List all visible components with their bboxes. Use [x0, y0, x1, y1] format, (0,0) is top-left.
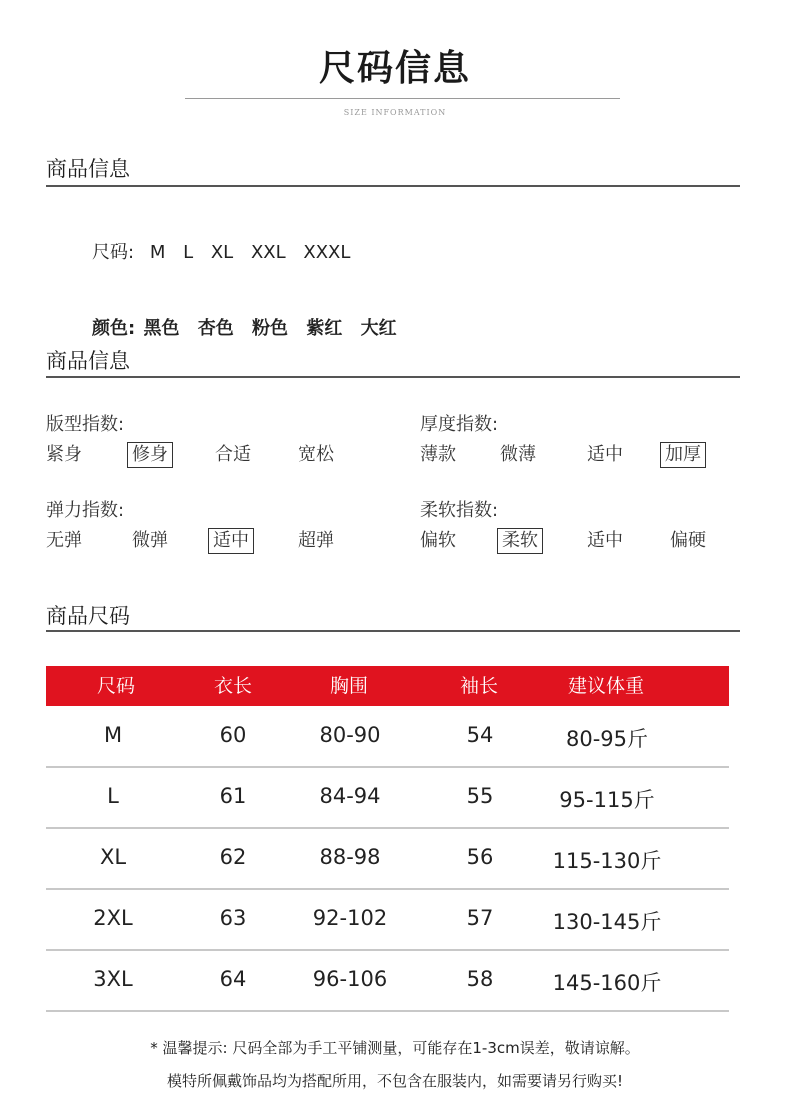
title-divider — [185, 98, 620, 99]
color-option: 大红 — [360, 318, 397, 339]
cell-weight: 130-145斤 — [552, 910, 662, 934]
column-header-chest: 胸围 — [329, 675, 368, 697]
fit-option: 合适 — [215, 444, 251, 465]
softness-index-title: 柔软指数: — [420, 500, 499, 521]
cell-chest: 80-90 — [319, 723, 381, 747]
fit-index-title: 版型指数: — [46, 414, 125, 435]
thickness-option-selected: 加厚 — [660, 442, 706, 468]
index-divider — [46, 376, 740, 378]
cell-sleeve: 56 — [466, 845, 494, 869]
note-line-2: 模特所佩戴饰品均为搭配所用，不包含在服装内，如需要请另行购买! — [166, 1072, 624, 1090]
cell-length: 63 — [219, 906, 247, 930]
thickness-option: 适中 — [587, 444, 623, 465]
size-option: XXXL — [303, 242, 351, 263]
size-option: XL — [210, 242, 234, 263]
cell-sleeve: 55 — [466, 784, 494, 808]
cell-chest: 92-102 — [312, 906, 388, 930]
size-table-heading: 商品尺码 — [46, 604, 130, 628]
cell-length: 61 — [219, 784, 247, 808]
elasticity-option-selected: 适中 — [208, 528, 254, 554]
cell-chest: 84-94 — [319, 784, 381, 808]
cell-size: L — [107, 784, 119, 808]
softness-option: 偏软 — [420, 530, 456, 551]
size-list-line — [92, 238, 362, 264]
note-line-1: * 温馨提示: 尺码全部为手工平铺测量，可能存在1-3cm误差，敬请谅解。 — [150, 1039, 640, 1057]
row-divider — [46, 827, 729, 829]
cell-sleeve: 54 — [466, 723, 494, 747]
row-divider — [46, 949, 729, 951]
product-info-divider — [46, 185, 740, 187]
product-info-heading: 商品信息 — [46, 157, 130, 181]
cell-weight: 115-130斤 — [552, 849, 662, 873]
row-divider — [46, 766, 729, 768]
size-table-header — [46, 666, 729, 706]
color-option: 粉色 — [252, 318, 289, 339]
cell-size: 2XL — [93, 906, 133, 930]
elasticity-option: 微弹 — [132, 530, 168, 551]
cell-weight: 145-160斤 — [552, 971, 662, 995]
softness-option: 偏硬 — [670, 530, 706, 551]
cell-weight: 95-115斤 — [559, 788, 655, 812]
row-divider — [46, 1010, 729, 1012]
size-option: XXL — [250, 242, 286, 263]
cell-length: 62 — [219, 845, 247, 869]
thickness-index-title: 厚度指数: — [420, 414, 499, 435]
row-divider — [46, 888, 729, 890]
page-subtitle: SIZE INFORMATION — [343, 108, 447, 117]
thickness-option: 微薄 — [500, 444, 536, 465]
size-list — [150, 242, 363, 263]
color-option: 紫红 — [306, 318, 343, 339]
fit-option: 宽松 — [298, 444, 334, 465]
size-label: 尺码: — [92, 242, 135, 263]
size-option: M — [149, 242, 166, 263]
cell-sleeve: 58 — [466, 967, 494, 991]
color-option: 杏色 — [197, 318, 234, 339]
elasticity-option: 无弹 — [46, 530, 82, 551]
elasticity-option: 超弹 — [298, 530, 334, 551]
cell-size: 3XL — [93, 967, 133, 991]
cell-chest: 96-106 — [312, 967, 388, 991]
size-table-divider — [46, 630, 740, 632]
thickness-option: 薄款 — [420, 444, 456, 465]
cell-sleeve: 57 — [466, 906, 494, 930]
softness-option-selected: 柔软 — [497, 528, 543, 554]
color-option: 黑色 — [143, 318, 180, 339]
column-header-size: 尺码 — [96, 675, 135, 697]
softness-option: 适中 — [587, 530, 623, 551]
fit-option-selected: 修身 — [127, 442, 173, 468]
cell-size: XL — [99, 845, 127, 869]
cell-chest: 88-98 — [319, 845, 381, 869]
cell-size: M — [103, 723, 123, 747]
page-title: 尺码信息 — [318, 48, 471, 89]
cell-weight: 80-95斤 — [565, 727, 649, 751]
cell-length: 60 — [219, 723, 247, 747]
elasticity-index-title: 弹力指数: — [46, 500, 125, 521]
column-header-weight: 建议体重 — [567, 675, 644, 697]
column-header-length: 衣长 — [213, 675, 252, 697]
index-heading: 商品信息 — [46, 349, 130, 373]
size-option: L — [183, 242, 194, 263]
fit-option: 紧身 — [46, 444, 82, 465]
cell-length: 64 — [219, 967, 247, 991]
column-header-sleeve: 袖长 — [459, 675, 498, 697]
color-list-line — [92, 314, 409, 340]
color-label: 颜色: — [92, 318, 136, 339]
